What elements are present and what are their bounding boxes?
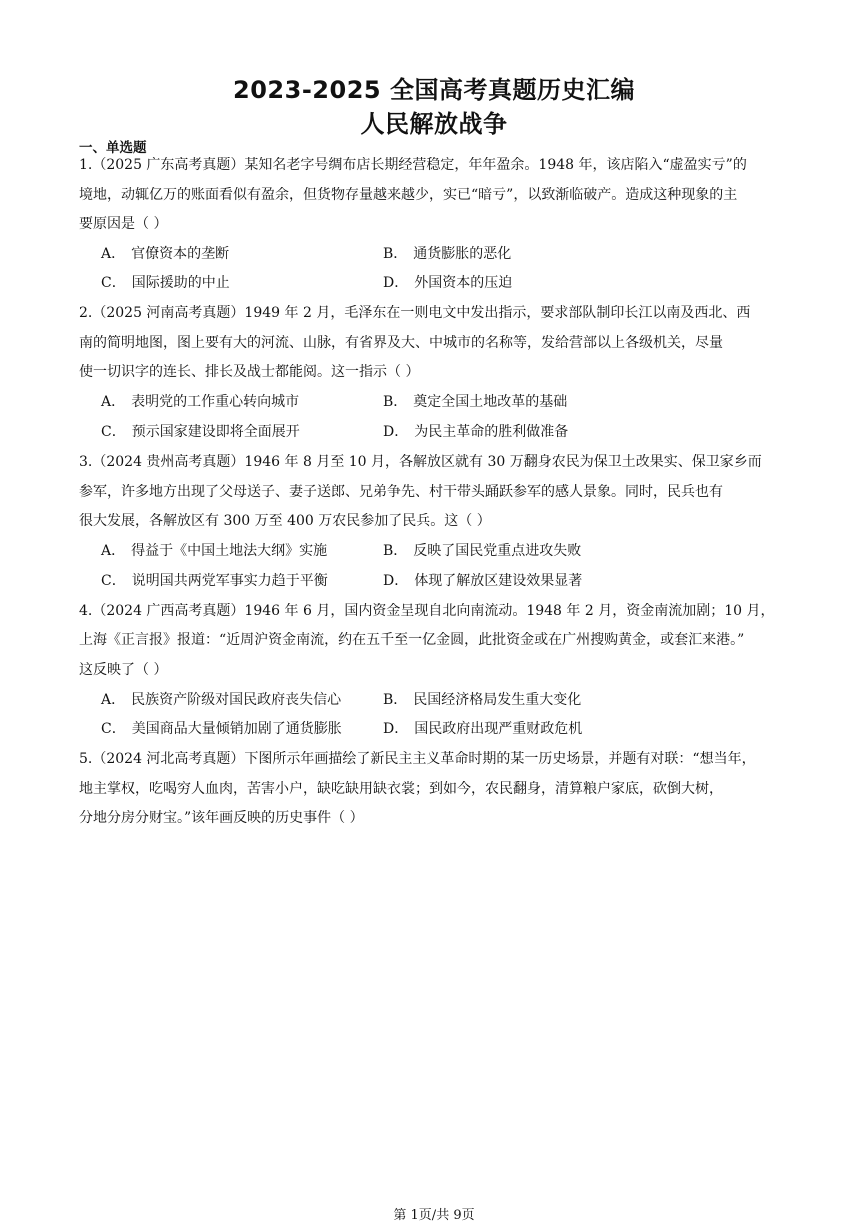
option-c: C． 国际援助的中止 [101,275,230,291]
question-text-line: 2.（2025 河南高考真题）1949 年 2 月，毛泽东在一则电文中发出指示，要求部队制印长江以南及西北、西 [79,305,751,321]
question-text-line: 4.（2024 广西高考真题）1946 年 6 月，国内资金呈现自北向南流动。1948 年 2 月，资金南流加剧；10 月， [79,603,775,619]
question-text-line: 这反映了（ ） [79,662,168,678]
question-text-line: 1.（2025 广东高考真题）某知名老字号绸布店长期经营稳定，年年盈余。1948 年，该店陷入“虚盈实亏”的 [79,157,747,173]
option-a: A． 官僚资本的垄断 [101,246,230,262]
option-a: A． 民族资产阶级对国民政府丧失信心 [101,692,342,708]
document-title: 2023-2025 全国高考真题历史汇编 [233,76,635,104]
question-text-line: 5.（2024 河北高考真题）下图所示年画描绘了新民主主义革命时期的某一历史场景，并题有对联：“想当年， [79,751,756,767]
option-b: B． 反映了国民党重点进攻失败 [383,543,582,559]
option-d: D． 为民主革命的胜利做准备 [383,424,569,440]
section-heading: 一、单选题 [79,140,147,156]
option-a: A． 得益于《中国土地法大纲》实施 [101,543,328,559]
question-text-line: 很大发展，各解放区有 300 万至 400 万农民参加了民兵。这（ ） [79,513,491,529]
option-c: C． 说明国共两党军事实力趋于平衡 [101,573,328,589]
page-number: 第 1页/共 9页 [393,1208,475,1223]
question-text-line: 3.（2024 贵州高考真题）1946 年 8 月至 10 月，各解放区就有 30 万翻身农民为保卫土改果实、保卫家乡而 [79,454,762,470]
option-c: C． 预示国家建设即将全面展开 [101,424,300,440]
option-b: B． 通货膨胀的恶化 [383,246,512,262]
document-subtitle: 人民解放战争 [360,110,508,138]
question-text-line: 要原因是（ ） [79,216,168,232]
option-d: D． 体现了解放区建设效果显著 [383,573,583,589]
question-text-line: 分地分房分财宝。”该年画反映的历史事件（ ） [79,810,364,826]
option-b: B． 奠定全国土地改革的基础 [383,394,568,410]
option-a: A． 表明党的工作重心转向城市 [101,394,300,410]
option-b: B． 民国经济格局发生重大变化 [383,692,582,708]
option-c: C． 美国商品大量倾销加剧了通货膨胀 [101,721,342,737]
question-text-line: 上海《正言报》报道：“近周沪资金南流，约在五千至一亿金圆，此批资金或在广州搜购黄金，或套汇来港。” [79,632,745,648]
question-text-line: 使一切识字的连长、排长及战士都能阅。这一指示（ ） [79,364,420,380]
question-text-line: 境地，动辄亿万的账面看似有盈余，但货物存量越来越少，实已“暗亏”，以致渐临破产。造成这种现象的主 [79,187,738,203]
question-text-line: 地主掌权，吃喝穷人血肉，苦害小户，缺吃缺用缺衣裳；到如今，农民翻身，清算粮户家底，砍倒大树， [79,781,723,797]
question-text-line: 南的简明地图，图上要有大的河流、山脉，有省界及大、中城市的名称等，发给营部以上各级机关，尽量 [79,335,723,351]
question-text-line: 参军，许多地方出现了父母送子、妻子送郎、兄弟争先、村干带头踊跃参军的感人景象。同时，民兵也有 [79,484,723,500]
option-d: D． 国民政府出现严重财政危机 [383,721,583,737]
option-d: D． 外国资本的压迫 [383,275,513,291]
